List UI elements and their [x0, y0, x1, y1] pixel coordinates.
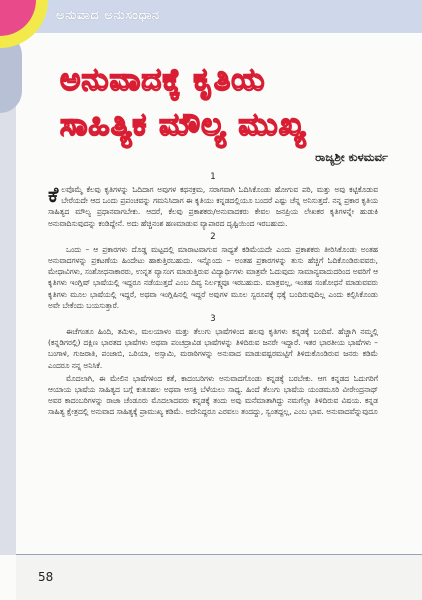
page-number: 58 — [38, 570, 54, 584]
drop-cap: ಕೆ — [48, 183, 59, 207]
paragraph — [48, 326, 378, 371]
paragraph-text: ಮೊದಲಾಗಿ, ಈ ಮೇಲಿನ ಭಾಷೆಗಳಿಂದ ಕತೆ, ಕಾದಂಬರಿಗಳು ಅನುವಾದಗೊಂಡು ಕನ್ನಡಕ್ಕೆ ಬರಬೇಕು. ಆಗ ಕನ್ನಡದ ಓದುಗರಿಗೆ ಆಯಾಯ ಭಾಷೆಯ ಸಾಹಿತ್ಯದ ಬಗ್ಗೆ ಕುತೂಹಲ ಅಥವಾ ಆಸಕ್ತಿ ಬೆಳೆಯಲು ಸಾಧ್ಯ. ಹಿಂದೆ ತೆಲುಗು ಭಾಷೆಯ ಯಂಡಮೂರಿ ವೀರೇಂದ್ರನಾಥ್ ಅವರ ಕಾದಂಬರಿಗಳನ್ನು ರಾಜಾ ಚೆಂಡೂರು ಮೊದಲಾದವರು ಕನ್ನಡಕ್ಕೆ ತಂದು ಅವು ಮನೆಮಾತಾಗಿದ್ದು ನಮಗೆಲ್ಲಾ ತಿಳಿದಿರುವ ವಿಷಯ. ಕನ್ನಡ ಸಾಹಿತ್ಯ ಕ್ಷೇತ್ರದಲ್ಲಿ ಅನುವಾದ ಸಾಹಿತ್ಯಕ್ಕೆ ಪ್ರಾಮುಖ್ಯ ಕಡಿಮೆ. ಅದೇನಿದ್ದರೂ ಎರವಲು ತಂದದ್ದು, ಸ್ವಂತದ್ದಲ್ಲ, ಎಂಬ ಭಾವ. ಅನುವಾದವೆನ್ನುವುದೂ — [48, 373, 378, 417]
corner-sun-inner — [0, 0, 36, 36]
article-body — [48, 170, 378, 420]
section-number: 1 — [210, 172, 216, 182]
corner-sun-icon — [0, 0, 48, 48]
article-title-line-2: ಸಾಹಿತ್ಯಿಕ ಮೌಲ್ಯ ಮುಖ್ಯ — [60, 107, 307, 143]
author-name: ರಾಜ್ಯಶ್ರೀ ಕುಳಮರ್ವ — [315, 150, 388, 164]
footer-divider — [16, 554, 422, 555]
paragraph — [48, 244, 378, 311]
paragraph — [48, 373, 378, 418]
section-number: 3 — [210, 314, 216, 325]
section-number: 2 — [210, 231, 216, 242]
paragraph-text: ಲವೊಮ್ಮೆ ಕೆಲವು ಕೃತಿಗಳನ್ನು ಓದಿದಾಗ ಅವುಗಳ ಕಥನಕ್ರಮ, ಸರಾಗವಾಗಿ ಓದಿಸಿಕೊಂಡು ಹೋಗುವ ಪರಿ, ಮತ್ತು ಅವು ಕಟ್ಟಿಕೊಡುವ ಬೇರೆಯದೇ ಆದ ಒಂದು ಪ್ರಪಂಚವನ್ನು ಗಮನಿಸಿದಾಗ ಈ ಕೃತಿಯು ಕನ್ನಡದಲ್ಲಿಯೂ ಬಂದರೆ ಎಷ್ಟು ಚೆನ್ನ ಅನಿಸುತ್ತದೆ. ನನ್ನ ಪ್ರಕಾರ ಕೃತಿಯ ಸಾಹಿತ್ಯದ ಮೌಲ್ಯ ಪ್ರಧಾನವಾಗಬೇಕು. ಆದರೆ, ಕೆಲವು ಪ್ರಕಾಶಕರು/ಅನುವಾದಕರು ಕೇವಲ ಜನಪ್ರಿಯ ಲೇಖಕರ ಕೃತಿಗಳನ್ನೇ ಹುಡುಕಿ ಅನುವಾದಿಸುವುದನ್ನು ಕಂಡಿದ್ದೇನೆ. ಅದು ಹೆಚ್ಚಿನಂಶ ಹಣಮಾಡುವ ವ್ಯಾಪಾರದ ದೃಷ್ಟಿಯಿಂದ ಇರಬಹುದು. — [48, 185, 378, 228]
article-title-line-1: ಅನುವಾದಕ್ಕೆ ಕೃತಿಯ — [60, 62, 266, 98]
section-label: ಅನುವಾದ ಅನುಸಂಧಾನ — [56, 8, 160, 23]
paragraph-text: ಈಚೆಗಂತೂ ಹಿಂದಿ, ತಮಿಳು, ಮಲಯಾಳಂ ಮತ್ತು ತೆಲುಗು ಭಾಷೆಗಳಿಂದ ಹಲವು ಕೃತಿಗಳು ಕನ್ನಡಕ್ಕೆ ಬಂದಿವೆ. ಹೆಚ್ಚಾಗಿ ನಮ್ಮಲ್ಲಿ (ಕನ್ನಡಿಗರಲ್ಲಿ) ದಕ್ಷಿಣ ಭಾರತದ ಭಾಷೆಗಳು ಅಥವಾ ಪಂಚದ್ರಾವಿಡ ಭಾಷೆಗಳನ್ನು ತಿಳಿದಿರುವ ಜನರೇ ಇದ್ದಾರೆ. ಇತರ ಭಾರತೀಯ ಭಾಷೆಗಳು – ಬಂಗಾಳಿ, ಗುಜರಾತಿ, ಪಂಜಾಬಿ, ಒರಿಯಾ, ಅಸ್ಸಾಮಿ, ಮರಾಠಿಗಳನ್ನು ಅನುವಾದ ಮಾಡುವಷ್ಟರಮಟ್ಟಿಗೆ ತಿಳಿದುಕೊಂಡಿರುವ ಜನರು ಕಡಿಮೆ ಎಂದರೂ ನನ್ನ ಅನಿಸಿಕೆ. — [48, 327, 378, 370]
paragraph-text: ಒಂದು – ಆ ಪ್ರಕಾರಗಳು ದೊಡ್ಡ ಮಟ್ಟದಲ್ಲಿ ಮಾರಾಟವಾಗುವ ಸಾಧ್ಯತೆ ಕಡಿಮೆಯದೇ ಎಂದು ಪ್ರಕಾಶಕರು ತೀರಿಸಿಕೊಂಡು ಅಂತಹ ಅನುವಾದಗಳನ್ನು ಪ್ರಕಟಣೆಯ ಹಿಂದೇಟು ಹಾಕುತ್ತಿರಬಹುದು. ಇನ್ನೊಂದು – ಅಂತಹ ಪ್ರಕಾರಗಳನ್ನು ತುಸು ಹೆಚ್ಚಿಗೆ ಓದಿಕೊಂಡಿರುವವರು, ಮೇಧಾವಿಗಳು, ಸಂಶೋಧನಾಕಾರರು, ಉನ್ನತ ವ್ಯಾಸಂಗ ಮಾಡುತ್ತಿರುವ ವಿದ್ಯಾರ್ಥಿಗಳು ಮಾತ್ರವೇ ಓದುವುದು ಸಾಮಾನ್ಯವಾದುದರಿಂದ ಅವರಿಗೆ ಆ ಕೃತಿಗಳು ಇಂಗ್ಲಿಷ್ ಭಾಷೆಯಲ್ಲಿ ಇದ್ದರೂ ನಡೆಯುತ್ತದೆ ಎಂಬ ದಿವ್ಯ ನಿರ್ಲಕ್ಷ್ಯವೂ ಇರಬಹುದು. ಮಾತ್ರವಲ್ಲ, ಇಂತಹ ಸಂಶೋಧನೆ ಮಾಡುವವರು ಕೃತಿಗಳು ಮೂಲ ಭಾಷೆಯಲ್ಲಿ ಇದ್ದರೆ, ಅಥವಾ ಇಂಗ್ಲಿಷಿನಲ್ಲಿ ಇದ್ದರೆ ಅವುಗಳ ಮೂಲ ಸ್ವರೂಪಕ್ಕೆ ಧಕ್ಕೆ ಬಂದಿರುವುದಿಲ್ಲ ಎಂದು ಕಲ್ಪಿಸಿಕೊಂಡು ಅವೇ ಬೇಕೆಂದು ಬಯಸುತ್ತಾರೆ. — [48, 244, 378, 310]
paragraph — [48, 184, 378, 229]
footer-band — [16, 555, 422, 600]
